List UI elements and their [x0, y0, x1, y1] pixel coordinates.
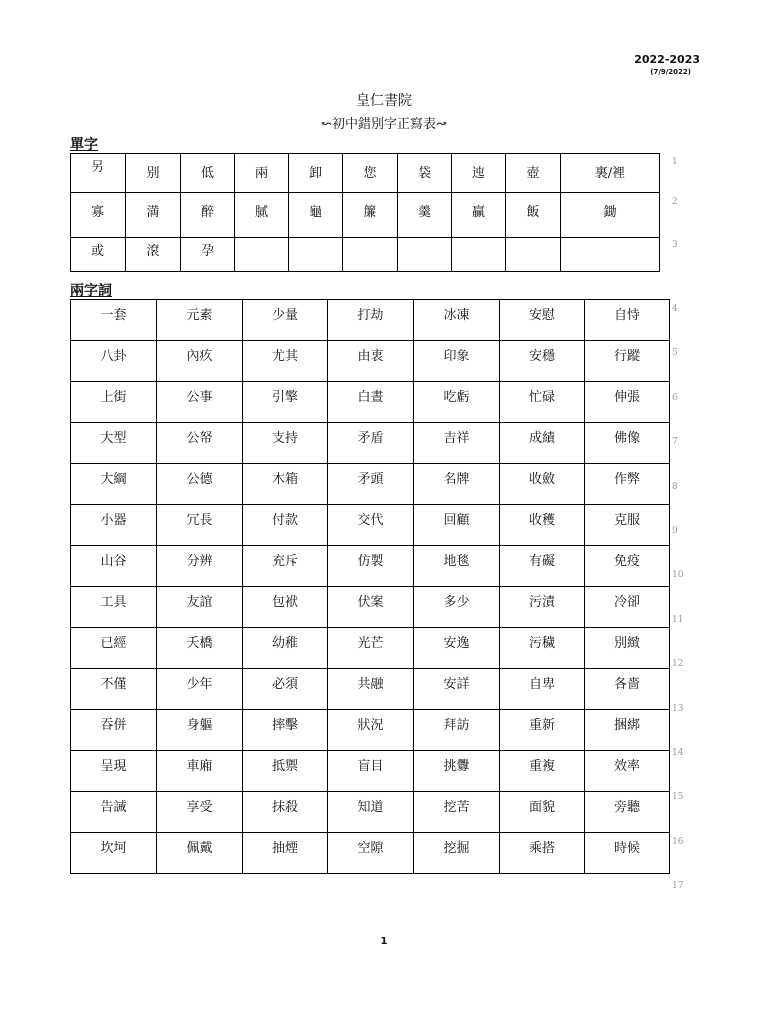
table-cell: 夭橋 [157, 628, 243, 669]
table-cell [235, 238, 289, 272]
table-cell: 告誡 [71, 792, 157, 833]
document-title: ↜初中錯別字正寫表↝ [321, 117, 447, 132]
table-cell: 吞併 [71, 710, 157, 751]
table-cell: 抹殺 [243, 792, 328, 833]
table-cell: 抵禦 [243, 751, 328, 792]
row-number: 7 [672, 437, 678, 448]
table-cell [398, 238, 452, 272]
table-cell: 乘搭 [500, 833, 585, 874]
table-row [71, 423, 670, 464]
table-row [71, 587, 670, 628]
table-cell: 迍 [452, 154, 506, 193]
table-row [71, 628, 670, 669]
table-cell: 冰凍 [414, 300, 500, 341]
row-number: 3 [672, 240, 678, 250]
table-cell: 身軀 [157, 710, 243, 751]
table-cell: 自恃 [585, 300, 670, 341]
row-number: 15 [672, 792, 684, 803]
table-cell: 各嗇 [585, 669, 670, 710]
table-cell: 滾 [126, 238, 181, 272]
row-number: 17 [672, 881, 684, 892]
row-number: 5 [672, 348, 678, 359]
table-row [71, 751, 670, 792]
table-cell: 膩 [235, 193, 289, 238]
table-cell: 作弊 [585, 464, 670, 505]
section-label-single-characters: 單字 [70, 137, 98, 153]
table-cell: 挑釁 [414, 751, 500, 792]
table-cell: 上街 [71, 382, 157, 423]
table-row [71, 792, 670, 833]
table-cell: 少量 [243, 300, 328, 341]
row-number: 6 [672, 392, 678, 403]
table-cell: 充斥 [243, 546, 328, 587]
table-cell: 光芒 [328, 628, 414, 669]
page-number: 1 [380, 936, 388, 947]
table-cell: 污漬 [500, 587, 585, 628]
table-cell: 旁聽 [585, 792, 670, 833]
table-cell [289, 238, 343, 272]
table-row [71, 300, 670, 341]
table-cell: 裏/裡 [561, 154, 660, 193]
row-number: 11 [672, 614, 684, 625]
table-cell [506, 238, 561, 272]
table-cell: 盲目 [328, 751, 414, 792]
row-number: 10 [672, 570, 684, 581]
table-cell: 必須 [243, 669, 328, 710]
table-cell: 公帑 [157, 423, 243, 464]
table-row [71, 833, 670, 874]
table-cell: 山谷 [71, 546, 157, 587]
table-cell: 捆綁 [585, 710, 670, 751]
table-cell: 元素 [157, 300, 243, 341]
table-cell: 簾 [343, 193, 398, 238]
row-number: 14 [672, 748, 684, 758]
table-cell: 満 [126, 193, 181, 238]
table-cell: 友誼 [157, 587, 243, 628]
table-cell: 行蹤 [585, 341, 670, 382]
table-cell: 别 [126, 154, 181, 193]
table-cell: 孕 [181, 238, 235, 272]
table-cell: 效率 [585, 751, 670, 792]
table-cell: 吉祥 [414, 423, 500, 464]
table-row [71, 154, 660, 193]
table-row [71, 710, 670, 751]
table-cell: 鋤 [561, 193, 660, 238]
table-cell: 時候 [585, 833, 670, 874]
table-cell: 重複 [500, 751, 585, 792]
table-cell: 支持 [243, 423, 328, 464]
table-cell: 卸 [289, 154, 343, 193]
table-cell: 吃虧 [414, 382, 500, 423]
table-cell: 龜 [289, 193, 343, 238]
table-cell: 矛頭 [328, 464, 414, 505]
table-cell: 一套 [71, 300, 157, 341]
table-cell: 壺 [506, 154, 561, 193]
table-cell: 空隙 [328, 833, 414, 874]
table-cell: 仿製 [328, 546, 414, 587]
table-row [71, 669, 670, 710]
table-cell: 收穫 [500, 505, 585, 546]
table-cell: 伏案 [328, 587, 414, 628]
table-cell: 冗長 [157, 505, 243, 546]
table-cell: 免疫 [585, 546, 670, 587]
table-cell: 重新 [500, 710, 585, 751]
table-cell: 已經 [71, 628, 157, 669]
table-row [71, 464, 670, 505]
table-cell: 有礙 [500, 546, 585, 587]
table-cell: 地毯 [414, 546, 500, 587]
school-name: 皇仁書院 [356, 93, 412, 109]
table-cell: 付款 [243, 505, 328, 546]
table-cell: 白晝 [328, 382, 414, 423]
table-cell: 飯 [506, 193, 561, 238]
table-cell: 安逸 [414, 628, 500, 669]
table-cell: 寡 [71, 193, 126, 238]
table-cell: 克服 [585, 505, 670, 546]
table-row [71, 382, 670, 423]
table-row [71, 238, 660, 272]
table-cell: 呈現 [71, 751, 157, 792]
row-number: 8 [672, 481, 678, 492]
table-cell: 您 [343, 154, 398, 193]
table-cell: 公德 [157, 464, 243, 505]
document-date: (7/9/2022) [650, 68, 691, 76]
table-row [71, 505, 670, 546]
table-cell: 少年 [157, 669, 243, 710]
table-cell: 佛像 [585, 423, 670, 464]
table-cell: 工具 [71, 587, 157, 628]
two-character-word-table [70, 299, 670, 874]
table-cell: 包袱 [243, 587, 328, 628]
row-number: 2 [672, 197, 678, 207]
table-cell: 伸張 [585, 382, 670, 423]
table-cell: 回顧 [414, 505, 500, 546]
table-row [71, 193, 660, 238]
table-cell: 贏 [452, 193, 506, 238]
table-cell: 知道 [328, 792, 414, 833]
table-cell: 共融 [328, 669, 414, 710]
table-cell: 木箱 [243, 464, 328, 505]
table-cell: 安慰 [500, 300, 585, 341]
table-cell [561, 238, 660, 272]
table-cell: 或 [71, 238, 126, 272]
table-row [71, 546, 670, 587]
table-cell: 公事 [157, 382, 243, 423]
table-cell: 自卑 [500, 669, 585, 710]
table-cell: 由衷 [328, 341, 414, 382]
table-cell: 小器 [71, 505, 157, 546]
table-cell [343, 238, 398, 272]
table-cell: 不僅 [71, 669, 157, 710]
single-character-table [70, 153, 660, 272]
table-cell: 醉 [181, 193, 235, 238]
table-cell: 享受 [157, 792, 243, 833]
table-cell: 收斂 [500, 464, 585, 505]
section-label-two-character-words: 兩字詞 [70, 283, 112, 299]
table-cell: 車廂 [157, 751, 243, 792]
table-cell: 低 [181, 154, 235, 193]
table-cell: 抽煙 [243, 833, 328, 874]
table-cell: 打劫 [328, 300, 414, 341]
row-number: 1 [672, 157, 678, 167]
table-cell: 面貌 [500, 792, 585, 833]
table-cell: 拜訪 [414, 710, 500, 751]
table-cell: 另 [71, 154, 126, 193]
table-cell [452, 238, 506, 272]
table-row [71, 341, 670, 382]
table-cell: 成績 [500, 423, 585, 464]
row-number: 16 [672, 836, 684, 847]
table-cell: 安詳 [414, 669, 500, 710]
table-cell: 引擎 [243, 382, 328, 423]
row-number: 4 [672, 304, 678, 314]
table-cell: 冷卻 [585, 587, 670, 628]
table-cell: 摔擊 [243, 710, 328, 751]
table-cell: 大型 [71, 423, 157, 464]
table-cell: 羹 [398, 193, 452, 238]
table-cell: 挖掘 [414, 833, 500, 874]
table-cell: 坎坷 [71, 833, 157, 874]
table-cell: 污穢 [500, 628, 585, 669]
table-cell: 多少 [414, 587, 500, 628]
table-cell: 印象 [414, 341, 500, 382]
table-cell: 狀況 [328, 710, 414, 751]
row-number: 9 [672, 526, 678, 536]
table-cell: 名牌 [414, 464, 500, 505]
table-cell: 安穩 [500, 341, 585, 382]
table-cell: 袋 [398, 154, 452, 193]
table-cell: 兩 [235, 154, 289, 193]
row-number: 13 [672, 703, 684, 714]
table-cell: 幼稚 [243, 628, 328, 669]
table-cell: 尤其 [243, 341, 328, 382]
table-cell: 矛盾 [328, 423, 414, 464]
table-cell: 忙碌 [500, 382, 585, 423]
row-number: 12 [672, 659, 684, 670]
table-cell: 交代 [328, 505, 414, 546]
table-cell: 別緻 [585, 628, 670, 669]
table-cell: 挖苦 [414, 792, 500, 833]
table-cell: 八卦 [71, 341, 157, 382]
academic-year: 2022-2023 [634, 53, 700, 66]
table-cell: 佩戴 [157, 833, 243, 874]
table-cell: 內疚 [157, 341, 243, 382]
table-cell: 大綱 [71, 464, 157, 505]
table-cell: 分辨 [157, 546, 243, 587]
